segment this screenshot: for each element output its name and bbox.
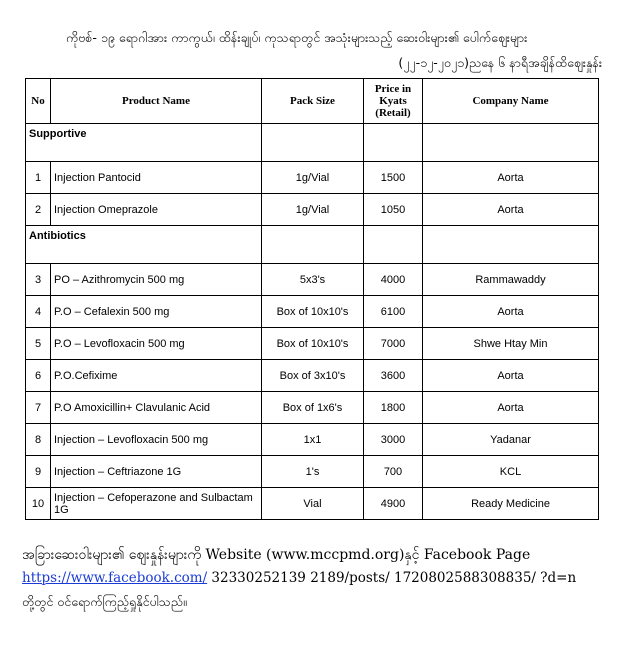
cell-pack-size: Box of 1x6's — [262, 392, 364, 424]
table-row — [26, 424, 599, 456]
table-row — [26, 328, 599, 360]
footer-line-2 — [22, 570, 602, 586]
table-header-row — [26, 79, 599, 124]
cell-product-name: P.O – Levofloxacin 500 mg — [51, 328, 262, 360]
section-row — [26, 226, 599, 264]
table-row — [26, 392, 599, 424]
cell-pack-size: Box of 10x10's — [262, 296, 364, 328]
cell-company: Ready Medicine — [423, 488, 599, 520]
cell-product-name: Injection Pantocid — [51, 162, 262, 194]
table-row — [26, 194, 599, 226]
empty-cell — [423, 124, 599, 162]
facebook-link[interactable]: https://www.facebook.com/ — [22, 570, 208, 586]
cell-price: 6100 — [364, 296, 423, 328]
cell-product-name: P.O.Cefixime — [51, 360, 262, 392]
cell-price: 7000 — [364, 328, 423, 360]
empty-cell — [423, 226, 599, 264]
cell-price: 4000 — [364, 264, 423, 296]
empty-cell — [262, 226, 364, 264]
cell-company: Aorta — [423, 162, 599, 194]
cell-no: 8 — [26, 424, 51, 456]
table-row — [26, 488, 599, 520]
cell-product-name: Injection Omeprazole — [51, 194, 262, 226]
cell-company: Shwe Htay Min — [423, 328, 599, 360]
cell-product-name: Injection – Ceftriazone 1G — [51, 456, 262, 488]
col-header-no: No — [26, 79, 51, 124]
cell-pack-size: Box of 3x10's — [262, 360, 364, 392]
cell-company: Aorta — [423, 296, 599, 328]
table-row — [26, 296, 599, 328]
empty-cell — [364, 124, 423, 162]
cell-no: 4 — [26, 296, 51, 328]
table-row — [26, 360, 599, 392]
col-header-pack-size: Pack Size — [262, 79, 364, 124]
cell-company: Yadanar — [423, 424, 599, 456]
cell-pack-size: Box of 10x10's — [262, 328, 364, 360]
col-header-product: Product Name — [51, 79, 262, 124]
cell-company: Aorta — [423, 194, 599, 226]
section-label: Antibiotics — [26, 226, 262, 264]
cell-company: Rammawaddy — [423, 264, 599, 296]
table-row — [26, 456, 599, 488]
footer-line-3: တို့တွင် ဝင်ရောက်ကြည့်ရှုနိုင်ပါသည်။ — [22, 594, 187, 609]
cell-pack-size: 1g/Vial — [262, 162, 364, 194]
cell-product-name: Injection – Cefoperazone and Sulbactam 1G — [51, 488, 262, 520]
cell-product-name: PO – Azithromycin 500 mg — [51, 264, 262, 296]
cell-no: 6 — [26, 360, 51, 392]
cell-pack-size: 1's — [262, 456, 364, 488]
document-subtitle-date: (၂၂-၁၂-၂၀၂၁)ညနေ ၆ နာရီအချိန်ထိဈေးနှုန်း — [398, 55, 602, 70]
cell-company: Aorta — [423, 392, 599, 424]
cell-price: 1500 — [364, 162, 423, 194]
cell-no: 10 — [26, 488, 51, 520]
cell-no: 7 — [26, 392, 51, 424]
document-title: ကိုဗစ်- ၁၉ ရောဂါအား ကာကွယ်၊ ထိန်းချုပ်၊ ကုသရာတွင် အသုံးများသည့် ဆေးဝါးများ၏ ပေါက်ဈေးများ — [66, 30, 528, 45]
empty-cell — [262, 124, 364, 162]
col-header-company: Company Name — [423, 79, 599, 124]
section-label: Supportive — [26, 124, 262, 162]
cell-no: 1 — [26, 162, 51, 194]
cell-no: 5 — [26, 328, 51, 360]
footer-line-1: အခြားဆေးဝါးများ၏ ဈေးနှုန်းများကို Website (www.mccpmd.org)နှင့် Facebook Page — [22, 547, 531, 563]
cell-pack-size: Vial — [262, 488, 364, 520]
facebook-link-path: 32330252139 2189/posts/ 1720802588308835/ ?d=n — [207, 570, 577, 586]
price-table — [25, 78, 599, 520]
cell-product-name: P.O – Cefalexin 500 mg — [51, 296, 262, 328]
cell-company: Aorta — [423, 360, 599, 392]
cell-no: 9 — [26, 456, 51, 488]
cell-price: 1800 — [364, 392, 423, 424]
table-row — [26, 264, 599, 296]
cell-no: 3 — [26, 264, 51, 296]
col-header-price: Price in Kyats (Retail) — [364, 79, 423, 124]
cell-price: 4900 — [364, 488, 423, 520]
cell-pack-size: 5x3's — [262, 264, 364, 296]
cell-price: 3000 — [364, 424, 423, 456]
cell-price: 3600 — [364, 360, 423, 392]
cell-pack-size: 1g/Vial — [262, 194, 364, 226]
section-row — [26, 124, 599, 162]
table-row — [26, 162, 599, 194]
cell-no: 2 — [26, 194, 51, 226]
empty-cell — [364, 226, 423, 264]
table-body — [26, 124, 599, 520]
cell-company: KCL — [423, 456, 599, 488]
cell-price: 700 — [364, 456, 423, 488]
cell-price: 1050 — [364, 194, 423, 226]
cell-pack-size: 1x1 — [262, 424, 364, 456]
cell-product-name: Injection – Levofloxacin 500 mg — [51, 424, 262, 456]
cell-product-name: P.O Amoxicillin+ Clavulanic Acid — [51, 392, 262, 424]
